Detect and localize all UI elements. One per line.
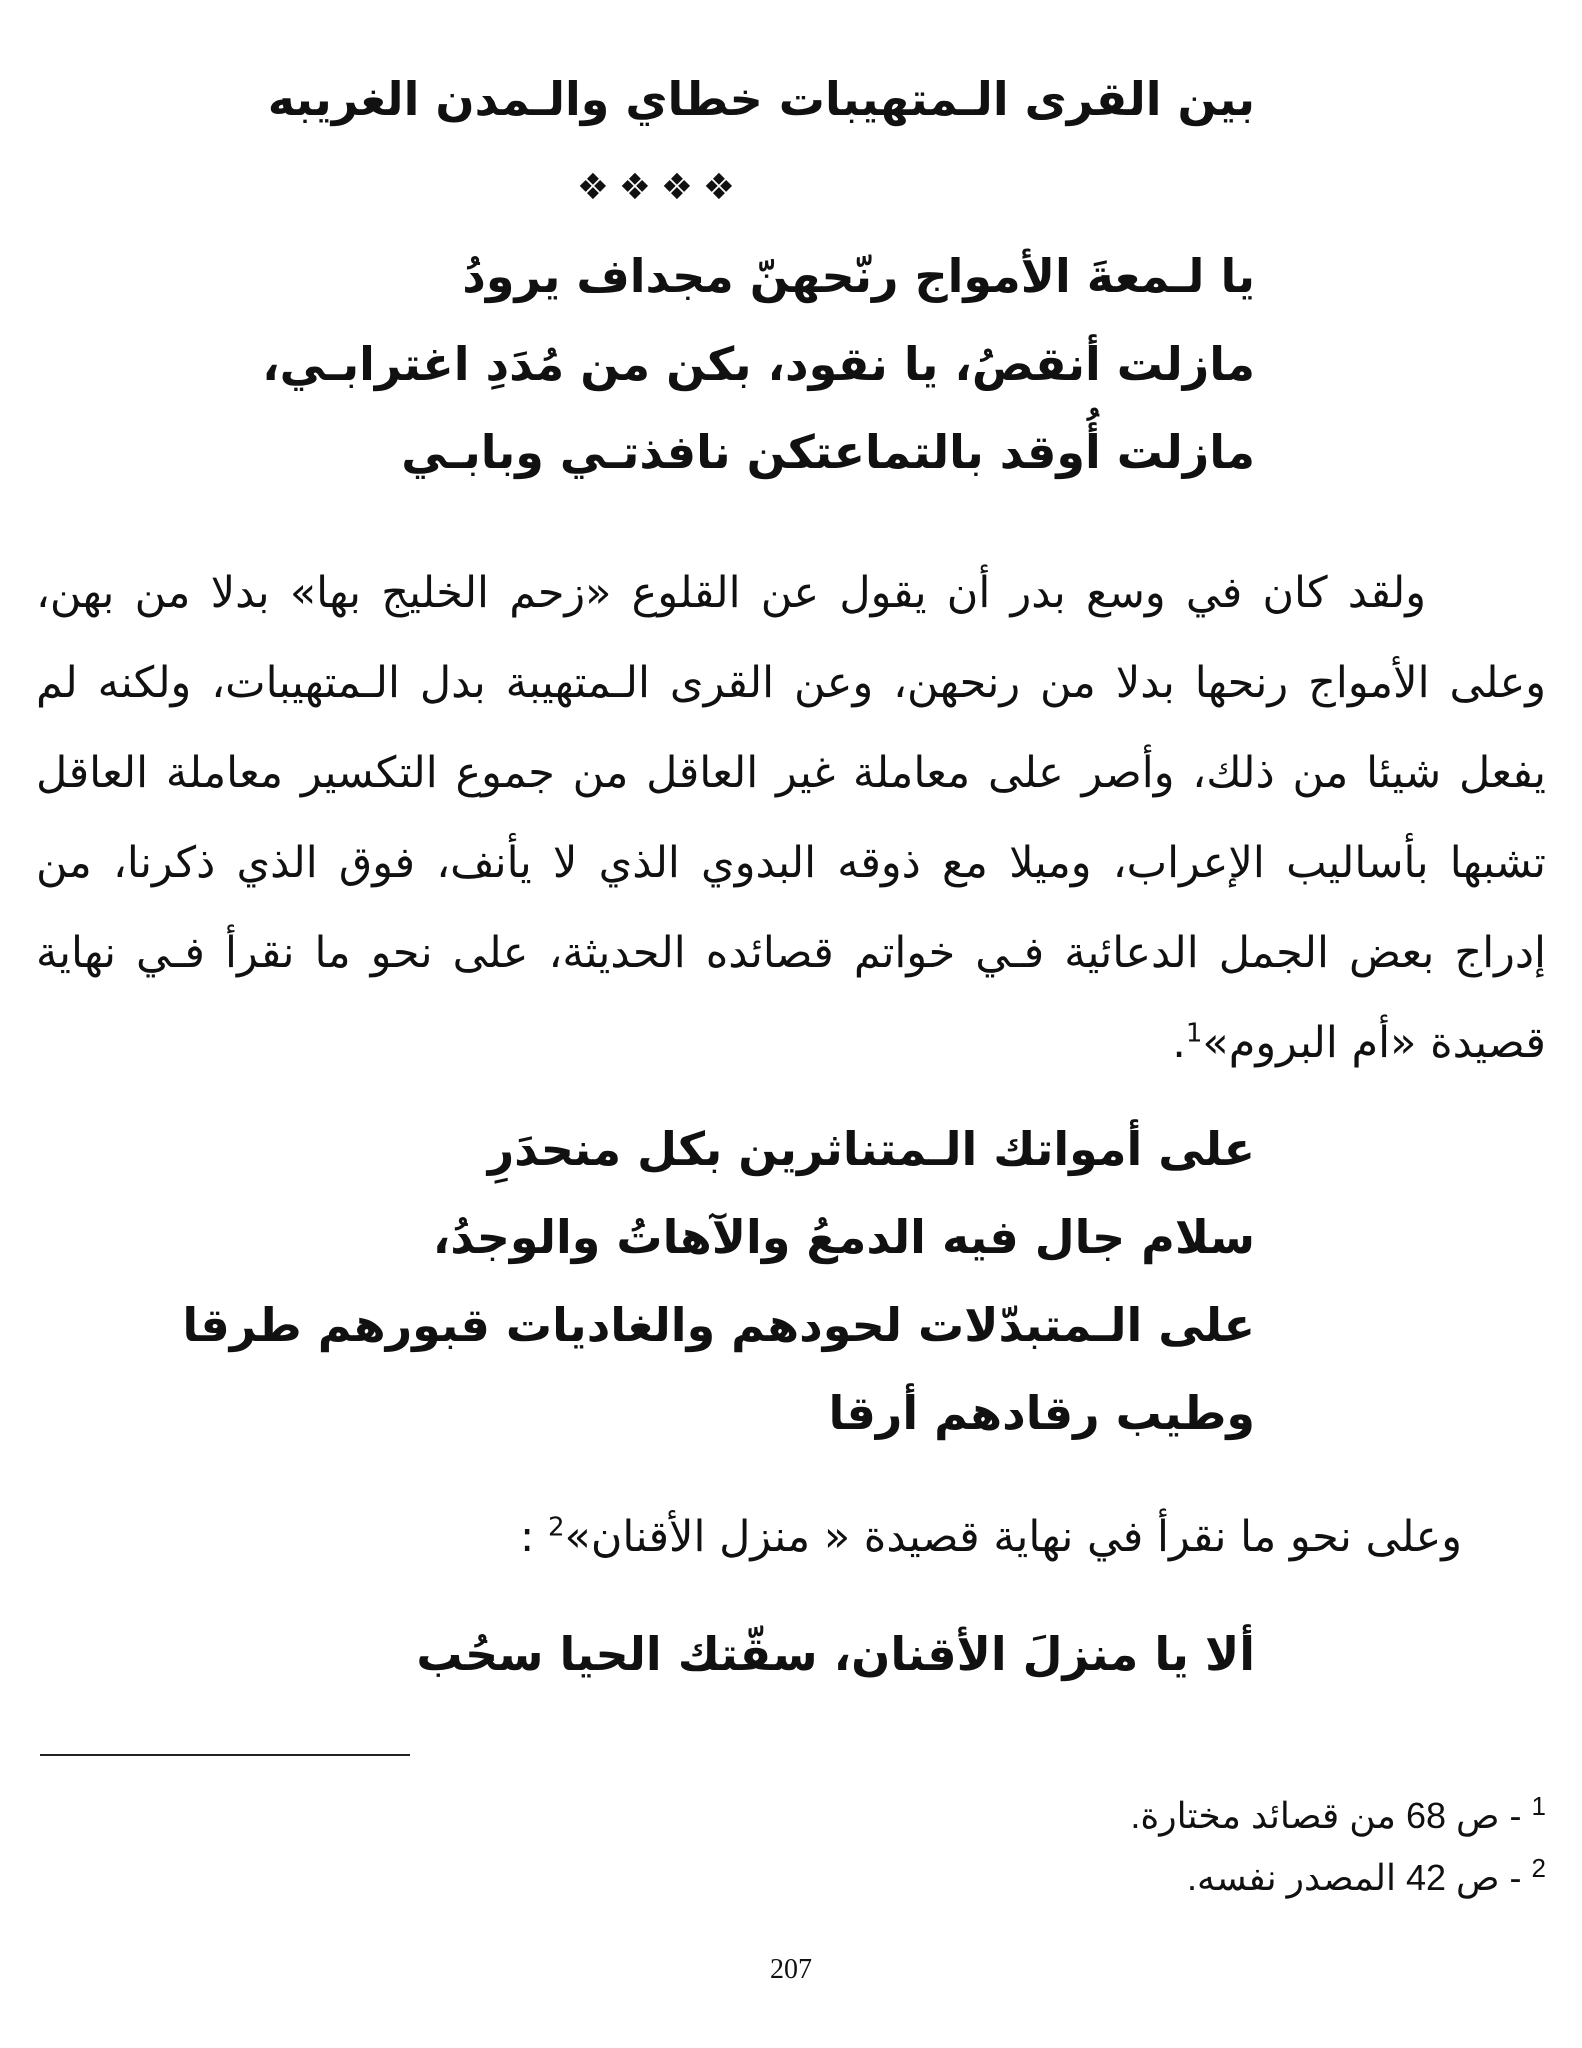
verse-line: يا لـمعةَ الأمواج رنّحهنّ مجداف يرودُ (462, 249, 1255, 303)
verse-line: وطيب رقادهم أرقا (828, 1386, 1255, 1440)
verse-block-4 (75, 1610, 1255, 1698)
paragraph-last-line (36, 998, 1546, 1088)
paragraph-1 (36, 548, 1546, 1088)
footnote-divider (40, 1754, 410, 1756)
verse-line: على الـمتبدّلات لحودهم والغاديات قبورهم طرقا (182, 1298, 1255, 1352)
footnote-text: - ص 68 من قصائد مختارة. (1130, 1795, 1522, 1836)
diamond-ornament-icon: ❖ (618, 167, 665, 208)
paragraph-line: يفعل شيئا من ذلك، وأصر على معاملة غير العاقل من جموع التكسير معاملة العاقل (36, 748, 1546, 798)
verse-line: ألا يا منزلَ الأقنان، سقّتك الحيا سحُب (416, 1627, 1255, 1681)
verse-block-3 (75, 1105, 1255, 1457)
verse-block-2 (75, 232, 1255, 496)
footnote-marker: 2 (1531, 1853, 1546, 1883)
paragraph-line: قصيدة «أم البروم» (1202, 1018, 1546, 1068)
footnote-item (746, 1785, 1546, 1847)
verse-line: بين القرى الـمتهيبات خطاي والـمدن الغريبه (267, 72, 1255, 126)
paragraph-end-punctuation: : (519, 1512, 548, 1562)
diamond-ornament-icon: ❖ (702, 167, 749, 208)
footnote-reference[interactable]: 1 (1185, 1018, 1203, 1049)
paragraph-end-punctuation: . (1172, 1018, 1186, 1068)
verse-line: سلام جال فيه الدمعُ والآهاتُ والوجدُ، (432, 1210, 1255, 1264)
diamond-ornament-icon: ❖ (660, 167, 707, 208)
paragraph-line: وعلى الأمواج رنحها بدلا من رنحهن، وعن القرى الـمتهيبة بدل الـمتهيبات، ولكنه لم (36, 658, 1546, 708)
section-separator (75, 160, 1255, 216)
verse-line: على أمواتك الـمتناثرين بكل منحدَرِ (487, 1122, 1255, 1176)
paragraph-text: وعلى نحو ما نقرأ في نهاية قصيدة « منزل الأقنان» (564, 1512, 1462, 1562)
footnote-marker: 1 (1531, 1791, 1546, 1821)
paragraph-line: تشبها بأساليب الإعراب، وميلا مع ذوقه البدوي الذي لا يأنف، فوق الذي ذكرنا، من (36, 838, 1546, 888)
page-number: 207 (770, 1954, 812, 1985)
footnotes (746, 1785, 1546, 1909)
paragraph-line: ولقد كان في وسع بدر أن يقول عن القلوع «زحم الخليج بها» بدلا من بهن، (36, 568, 1426, 618)
verse-line: مازلت أُوقد بالتماعتكن نافذتـي وبابـي (401, 425, 1255, 479)
verse-line: مازلت أنقصُ، يا نقود، بكن من مُدَدِ اغترابـي، (262, 337, 1255, 391)
paragraph-2 (162, 1502, 1462, 1572)
footnote-text: - ص 42 المصدر نفسه. (1187, 1857, 1522, 1898)
diamond-ornament-icon: ❖ (576, 167, 623, 208)
verse-block-1 (75, 55, 1255, 143)
footnote-item (746, 1847, 1546, 1909)
footnote-reference[interactable]: 2 (547, 1512, 565, 1543)
paragraph-line: إدراج بعض الجمل الدعائية فـي خواتم قصائده الحديثة، على نحو ما نقرأ فـي نهاية (36, 928, 1546, 978)
